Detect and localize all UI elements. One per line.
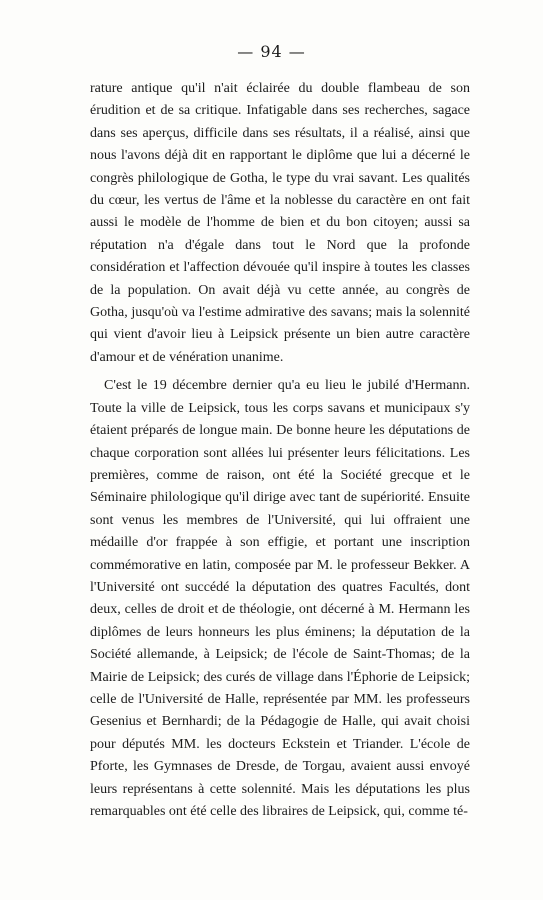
body-text	[90, 78, 470, 823]
paragraph-1: rature antique qu'il n'ait éclairée du double flambeau de son érudition et de sa critique. Infatigable dans ses recherches, sagace dans ses aperçus, difficile dans ses résultats, il a réalisé, ainsi que nous l'avons déjà dit en rapportant le diplôme que lui a décerné le congrès philologique de Gotha, le type du vrai savant. Les qualités du cœur, les vertus de l'âme et la noblesse du caractère en ont fait aussi le modèle de l'homme de bien et du bon citoyen; aussi sa réputation n'a d'égale dans tout le Nord que la profonde considération et l'affection dévouée qu'il inspire à toutes les classes de la population. On avait déjà vu cette année, au congrès de Gotha, jusqu'où va l'estime admirative des savans; mais la solennité qui vient d'avoir lieu à Leipsick présente un bien autre caractère d'amour et de vénération unanime.	[90, 81, 470, 365]
paragraph-2: C'est le 19 décembre dernier qu'a eu lieu le jubilé d'Hermann. Toute la ville de Leipsick, tous les corps savans et municipaux s'y étaient préparés de longue main. De bonne heure les députations de chaque corporation sont allées lui présenter leurs félicitations. Les premières, comme de raison, ont été la Société grecque et le Séminaire philologique qu'il dirige avec tant de supériorité. Ensuite sont venus les membres de l'Université, qui lui offraient une médaille d'or frappée à son effigie, et portant une inscription commémorative en latin, composée par M. le professeur Bekker. A l'Université ont succédé la députation des quatres Facultés, dont deux, celles de droit et de théologie, ont décerné à M. Hermann les diplômes de leurs honneurs les plus éminens; la députation de la Société allemande, à Leipsick; de l'école de Saint-Thomas; de la Mairie de Leipsick; des curés de village dans l'Éphorie de Leipsick; celle de l'Université de Halle, représentée par MM. les professeurs Gesenius et Bernhardi; de la Pédagogie de Halle, qui avait choisi pour députés MM. les docteurs Eckstein et Triander. L'école de Pforte, les Gymnases de Dresde, de Torgau, avaient aussi envoyé leurs représentans à cette solennité. Mais les députations les plus remarquables ont été celle des libraires de Leipsick, qui, comme té-	[90, 378, 470, 819]
page-number: — 94 —	[237, 42, 306, 61]
